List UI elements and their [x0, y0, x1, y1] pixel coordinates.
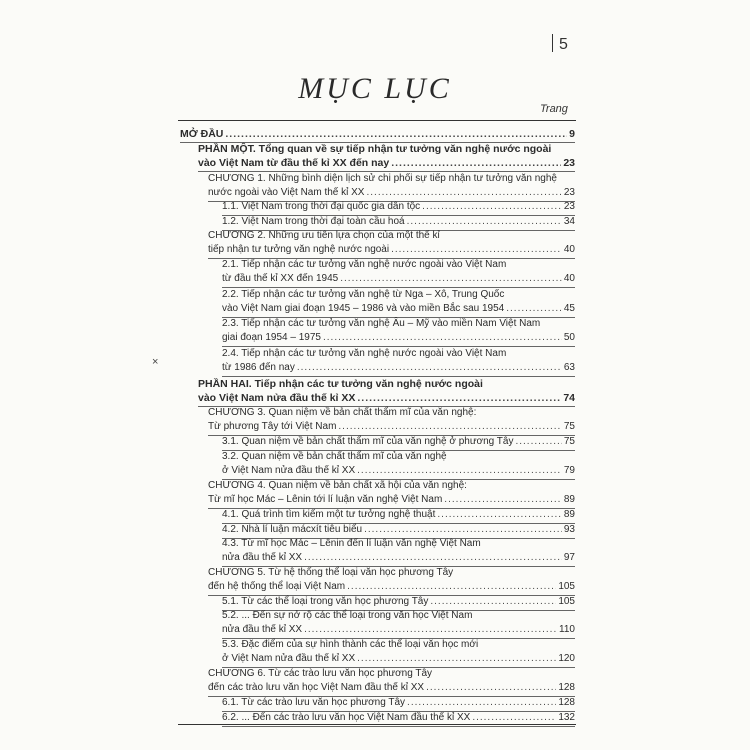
toc-leader-dots — [422, 200, 562, 214]
toc-entry-line — [222, 696, 575, 710]
toc-entry-text: vào Việt Nam từ đầu thế kỉ XX đến nay — [198, 157, 390, 169]
toc-entry — [222, 347, 575, 375]
toc-entry — [208, 479, 575, 507]
toc-entry — [222, 258, 575, 286]
toc-entry — [222, 200, 575, 214]
toc-entry-line — [208, 681, 575, 695]
toc-entry-line — [222, 361, 575, 375]
toc-entry-line — [222, 638, 575, 652]
toc-entry-line — [222, 595, 575, 609]
toc-entry-text: 4.2. Nhà lí luận mácxít tiêu biểu — [222, 524, 363, 535]
toc-page-number: 110 — [559, 624, 575, 635]
toc-entry-line — [222, 711, 575, 725]
toc-entry-line — [208, 479, 575, 493]
toc-page-number: 75 — [563, 421, 575, 432]
toc-entry-line — [222, 523, 575, 537]
toc-leader-dots — [357, 464, 562, 478]
toc-entry-text: 5.2. ... Đến sự nở rộ các thể loại trong văn học Việt Nam — [222, 610, 473, 621]
toc-entry-text: nửa đầu thế kỉ XX — [222, 552, 303, 563]
toc-page-number: 40 — [563, 244, 575, 255]
toc-entry-text: 4.3. Từ mĩ học Mác – Lênin đến lí luận văn nghệ Việt Nam — [222, 538, 481, 549]
page-column-label: Trang — [540, 103, 568, 115]
toc-entry-text: PHẦN MỘT. Tổng quan về sự tiếp nhận tư tưởng văn nghệ nước ngoài — [198, 143, 552, 155]
toc-entry — [198, 377, 575, 405]
toc-page-number: 75 — [563, 436, 575, 447]
toc-page-number: 34 — [563, 216, 575, 227]
toc-entry — [222, 537, 575, 565]
toc-entry — [208, 229, 575, 257]
toc-entry — [198, 142, 575, 170]
toc-leader-dots — [338, 420, 561, 434]
toc-page-number: 23 — [563, 157, 575, 169]
toc-entry — [222, 609, 575, 637]
toc-leader-dots — [297, 361, 562, 375]
toc-entry-text: tiếp nhận tư tưởng văn nghệ nước ngoài — [208, 244, 390, 255]
toc-entry — [208, 172, 575, 200]
toc-entry-text: CHƯƠNG 1. Những bình diện lịch sử chi phối sự tiếp nhận tư tưởng văn nghệ — [208, 173, 557, 184]
toc-leader-dots — [225, 127, 567, 141]
toc-entry-line — [222, 450, 575, 464]
toc-entry-line — [222, 258, 575, 272]
toc-leader-dots — [391, 243, 562, 257]
toc-entry-text: 1.1. Việt Nam trong thời đại quốc gia dân tộc — [222, 201, 421, 212]
toc-entry-line — [222, 347, 575, 361]
toc-entry — [222, 435, 575, 449]
toc-page-number: 105 — [558, 581, 575, 592]
top-rule — [178, 120, 576, 121]
toc-entry — [222, 288, 575, 316]
toc-entry-line — [208, 186, 575, 200]
toc-entry-text: ở Việt Nam nửa đầu thế kỉ XX — [222, 653, 356, 664]
toc-leader-dots — [323, 331, 562, 345]
toc-entry-line — [198, 156, 575, 170]
toc-page-number: 63 — [563, 362, 575, 373]
toc-entry-text: 2.2. Tiếp nhận các tư tưởng văn nghệ từ Nga – Xô, Trung Quốc — [222, 289, 505, 300]
toc-entry-line — [208, 243, 575, 257]
bottom-rule — [178, 724, 576, 725]
toc-leader-dots — [437, 508, 561, 522]
toc-leader-dots — [407, 215, 562, 229]
toc-entry — [222, 638, 575, 666]
toc-entry-text: từ 1986 đến nay — [222, 362, 295, 373]
toc-entry-line — [180, 127, 575, 141]
toc-entry-text: CHƯƠNG 6. Từ các trào lưu văn học phương Tây — [208, 668, 433, 679]
toc-entry-line — [222, 317, 575, 331]
toc-entry-line — [222, 331, 575, 345]
toc-page-number: 97 — [563, 552, 575, 563]
toc-leader-dots — [357, 652, 556, 666]
toc-entry — [222, 711, 575, 725]
page-title: MỤC LỤC — [298, 72, 452, 105]
toc-entry-text: nửa đầu thế kỉ XX — [222, 624, 303, 635]
toc-entry-line — [198, 142, 575, 156]
toc-page-number: 128 — [558, 682, 575, 693]
toc-entry-text: MỞ ĐẦU — [180, 128, 224, 140]
toc-leader-dots — [347, 580, 556, 594]
toc-leader-dots — [506, 302, 562, 316]
toc-entry-text: nước ngoài vào Việt Nam thế kỉ XX — [208, 187, 365, 198]
toc-entry-text: Từ mĩ học Mác – Lênin tới lí luận văn nghệ Việt Nam — [208, 494, 443, 505]
toc-entry-line — [208, 667, 575, 681]
toc-page-number: 79 — [563, 465, 575, 476]
toc-entry-line — [208, 566, 575, 580]
page-number-bar — [552, 34, 553, 52]
toc-entry — [180, 127, 575, 141]
toc-entry-text: 3.1. Quan niệm về bản chất thẩm mĩ của văn nghệ ở phương Tây — [222, 436, 514, 447]
toc-page-number: 89 — [563, 509, 575, 520]
toc-page-number: 93 — [563, 524, 575, 535]
toc-entry-line — [222, 551, 575, 565]
toc-entry-line — [208, 493, 575, 507]
toc-entry-text: CHƯƠNG 4. Quan niệm về bản chất xã hội của văn nghệ: — [208, 480, 467, 491]
toc-leader-dots — [364, 523, 562, 537]
toc-entry-line — [208, 172, 575, 186]
toc-entry-line — [208, 580, 575, 594]
toc-leader-dots — [304, 623, 557, 637]
toc-entry-line — [208, 406, 575, 420]
toc-page-number: 74 — [563, 392, 575, 404]
toc-entry-text: PHẦN HAI. Tiếp nhận các tư tưởng văn nghệ nước ngoài — [198, 378, 483, 390]
toc-entry-text: 6.1. Từ các trào lưu văn học phương Tây — [222, 697, 406, 708]
toc-entry-line — [198, 391, 575, 405]
toc-entry-rule — [222, 726, 575, 727]
toc-page-number: 105 — [558, 596, 575, 607]
toc-entry-text: từ đầu thế kỉ XX đến 1945 — [222, 273, 339, 284]
toc-leader-dots — [304, 551, 562, 565]
toc-entry-text: 5.3. Đặc điểm của sự hình thành các thể loại văn học mới — [222, 639, 479, 650]
toc-entry-line — [222, 215, 575, 229]
toc-entry-text: 2.3. Tiếp nhận các tư tưởng văn nghệ Âu – Mỹ vào miền Nam Việt Nam — [222, 318, 541, 329]
toc-entry-line — [222, 288, 575, 302]
toc-entry — [222, 508, 575, 522]
toc-page-number: 128 — [558, 697, 575, 708]
toc-page-number: 9 — [569, 128, 575, 140]
toc-entry-line — [208, 229, 575, 243]
toc-entry-text: 5.1. Từ các thể loại trong văn học phương Tây — [222, 596, 429, 607]
toc-page-number: 120 — [558, 653, 575, 664]
toc-entry-text: 3.2. Quan niệm về bản chất thẩm mĩ của văn nghệ — [222, 451, 447, 462]
toc-entry-line — [198, 377, 575, 391]
toc-entry-line — [222, 200, 575, 214]
toc-entry — [222, 215, 575, 229]
toc-entry — [222, 696, 575, 710]
toc-entry-line — [222, 272, 575, 286]
toc-entry-text: giai đoạn 1954 – 1975 — [222, 332, 321, 343]
toc-leader-dots — [430, 595, 556, 609]
toc-page-number: 50 — [563, 332, 575, 343]
toc-entry — [208, 667, 575, 695]
toc-page-number: 89 — [563, 494, 575, 505]
toc-leader-dots — [515, 435, 561, 449]
toc-entry-text: đến hệ thống thể loại Việt Nam — [208, 581, 346, 592]
toc-entry — [222, 523, 575, 537]
toc-entry-text: CHƯƠNG 3. Quan niệm về bản chất thẩm mĩ của văn nghệ: — [208, 407, 477, 418]
toc-page-number: 132 — [558, 712, 575, 723]
page-number: 5 — [552, 34, 568, 54]
toc-entry — [208, 406, 575, 434]
toc-leader-dots — [407, 696, 556, 710]
toc-entry-line — [222, 435, 575, 449]
toc-entry-text: 1.2. Việt Nam trong thời đại toàn cầu hoá — [222, 216, 405, 227]
toc-entry-line — [222, 508, 575, 522]
toc-leader-dots — [426, 681, 556, 695]
toc-entry-line — [222, 464, 575, 478]
stray-mark: × — [152, 356, 159, 368]
toc-entry-text: 4.1. Quá trình tìm kiếm một tư tưởng nghệ thuật — [222, 509, 436, 520]
toc-entry-line — [222, 302, 575, 316]
toc-page-number: 45 — [563, 303, 575, 314]
toc-entry-line — [222, 537, 575, 551]
toc-leader-dots — [391, 156, 561, 170]
toc-entry-text: đến các trào lưu văn học Việt Nam đầu thế kỉ XX — [208, 682, 425, 693]
toc-page-number: 23 — [563, 201, 575, 212]
toc-entry-text: CHƯƠNG 5. Từ hệ thống thể loại văn học phương Tây — [208, 567, 454, 578]
toc-leader-dots — [444, 493, 562, 507]
toc-leader-dots — [366, 186, 561, 200]
toc-entry-text: ở Việt Nam nửa đầu thế kỉ XX — [222, 465, 356, 476]
toc-entry-line — [222, 609, 575, 623]
toc-entry-text: Từ phương Tây tới Việt Nam — [208, 421, 337, 432]
toc-page-number: 23 — [563, 187, 575, 198]
toc-entry-text: CHƯƠNG 2. Những ưu tiên lựa chọn của một thế kỉ — [208, 230, 440, 241]
toc-entry — [222, 450, 575, 478]
toc-page-number: 40 — [563, 273, 575, 284]
toc-entry — [222, 595, 575, 609]
toc-entry — [208, 566, 575, 594]
toc-entry-line — [222, 652, 575, 666]
toc-entry-line — [208, 420, 575, 434]
toc-leader-dots — [472, 711, 556, 725]
toc-entry-text: 2.4. Tiếp nhận các tư tưởng văn nghệ nước ngoài vào Việt Nam — [222, 348, 507, 359]
toc-entry-line — [222, 623, 575, 637]
toc-entry — [222, 317, 575, 345]
toc-leader-dots — [357, 391, 561, 405]
toc-entry-text: 2.1. Tiếp nhận các tư tưởng văn nghệ nước ngoài vào Việt Nam — [222, 259, 507, 270]
toc-leader-dots — [340, 272, 562, 286]
toc-entry-text: vào Việt Nam giai đoạn 1945 – 1986 và vào miền Bắc sau 1954 — [222, 303, 505, 314]
toc-entry-text: vào Việt Nam nửa đầu thế kỉ XX — [198, 392, 356, 404]
toc-entry-text: 6.2. ... Đến các trào lưu văn học Việt Nam đầu thế kỉ XX — [222, 712, 471, 723]
